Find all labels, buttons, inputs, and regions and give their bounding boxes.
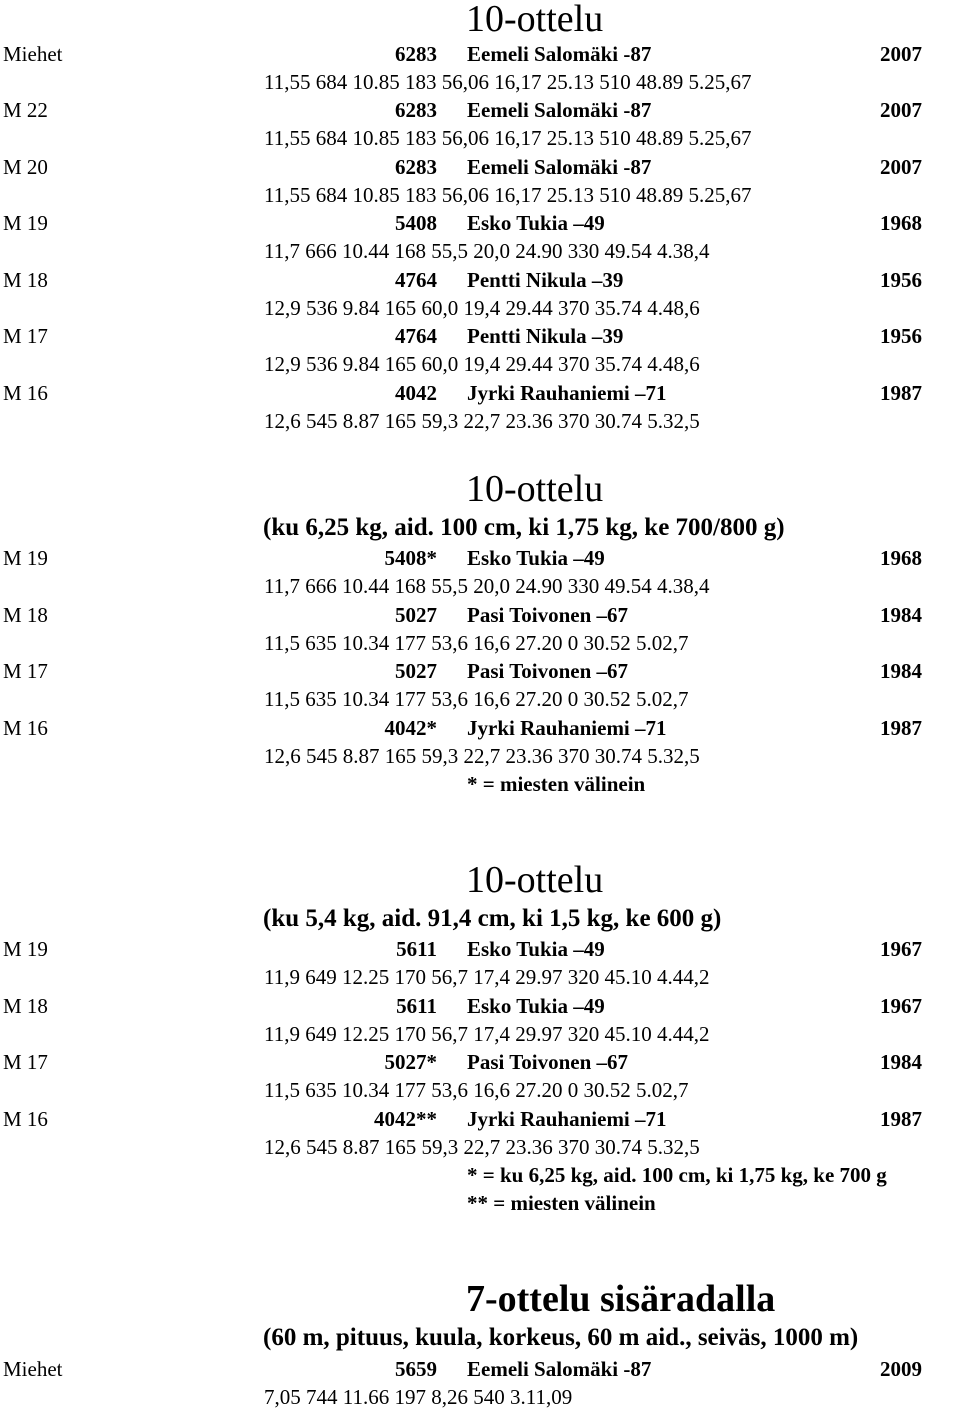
footnote: * = ku 6,25 kg, aid. 100 cm, ki 1,75 kg, ke 700 g (467, 1163, 887, 1187)
record-athlete: Esko Tukia –49 (467, 211, 605, 235)
record-row (0, 1106, 960, 1162)
record-category: Miehet (3, 1357, 63, 1381)
record-athlete: Esko Tukia –49 (467, 546, 605, 570)
record-athlete: Jyrki Rauhaniemi –71 (467, 1107, 667, 1131)
record-points: 5408* (384, 546, 437, 570)
record-athlete: Pentti Nikula –39 (467, 268, 624, 292)
record-details: 12,6 545 8.87 165 59,3 22,7 23.36 370 30.74 5.32,5 (264, 409, 700, 433)
record-athlete: Esko Tukia –49 (467, 937, 605, 961)
record-year: 1967 (880, 937, 922, 961)
record-category: M 16 (3, 381, 48, 405)
record-details: 11,7 666 10.44 168 55,5 20,0 24.90 330 49.54 4.38,4 (264, 574, 710, 598)
record-athlete: Eemeli Salomäki -87 (467, 1357, 652, 1381)
record-year: 1984 (880, 603, 922, 627)
footnote: ** = miesten välinein (467, 1191, 656, 1215)
record-points: 4042* (384, 716, 437, 740)
record-category: M 17 (3, 1050, 48, 1074)
record-year: 2007 (880, 98, 922, 122)
record-category: M 16 (3, 1107, 48, 1131)
record-athlete: Pasi Toivonen –67 (467, 1050, 629, 1074)
record-athlete: Eemeli Salomäki -87 (467, 42, 652, 66)
record-category: Miehet (3, 42, 63, 66)
record-athlete: Esko Tukia –49 (467, 994, 605, 1018)
record-category: M 16 (3, 716, 48, 740)
record-row (0, 715, 960, 771)
record-points: 5408 (395, 211, 437, 235)
record-details: 11,5 635 10.34 177 53,6 16,6 27.20 0 30.52 5.02,7 (264, 687, 689, 711)
record-athlete: Jyrki Rauhaniemi –71 (467, 716, 667, 740)
record-year: 1984 (880, 1050, 922, 1074)
record-category: M 17 (3, 324, 48, 348)
section-title: 10-ottelu (466, 468, 604, 510)
record-details: 12,6 545 8.87 165 59,3 22,7 23.36 370 30.74 5.32,5 (264, 744, 700, 768)
record-athlete: Pasi Toivonen –67 (467, 603, 629, 627)
record-year: 2007 (880, 42, 922, 66)
record-row (0, 602, 960, 658)
record-points: 5659 (395, 1357, 437, 1381)
footnote: * = miesten välinein (467, 772, 646, 796)
record-athlete: Pasi Toivonen –67 (467, 659, 629, 683)
record-year: 1968 (880, 546, 922, 570)
record-category: M 19 (3, 211, 48, 235)
record-row (0, 267, 960, 323)
record-category: M 19 (3, 937, 48, 961)
record-details: 11,5 635 10.34 177 53,6 16,6 27.20 0 30.52 5.02,7 (264, 1078, 689, 1102)
record-category: M 17 (3, 659, 48, 683)
record-row (0, 1049, 960, 1105)
record-row (0, 1356, 960, 1412)
record-points: 6283 (395, 42, 437, 66)
section-title: 7-ottelu sisäradalla (466, 1278, 776, 1320)
record-details: 12,6 545 8.87 165 59,3 22,7 23.36 370 30.74 5.32,5 (264, 1135, 700, 1159)
record-category: M 20 (3, 155, 48, 179)
record-year: 1984 (880, 659, 922, 683)
record-points: 5611 (396, 994, 437, 1018)
record-details: 12,9 536 9.84 165 60,0 19,4 29.44 370 35.74 4.48,6 (264, 352, 700, 376)
record-points: 5027 (395, 659, 437, 683)
record-row (0, 658, 960, 714)
record-category: M 18 (3, 994, 48, 1018)
record-year: 2009 (880, 1357, 922, 1381)
section-title: 10-ottelu (466, 859, 604, 901)
record-details: 11,55 684 10.85 183 56,06 16,17 25.13 510 48.89 5.25,67 (264, 70, 752, 94)
record-points: 4042** (374, 1107, 437, 1131)
record-details: 11,9 649 12.25 170 56,7 17,4 29.97 320 45.10 4.44,2 (264, 965, 710, 989)
record-year: 1956 (880, 324, 922, 348)
record-points: 6283 (395, 98, 437, 122)
record-points: 5027* (384, 1050, 437, 1074)
record-row (0, 323, 960, 379)
record-category: M 22 (3, 98, 48, 122)
section-title: 10-ottelu (466, 0, 604, 40)
section-subtitle: (ku 6,25 kg, aid. 100 cm, ki 1,75 kg, ke 700/800 g) (263, 514, 785, 541)
record-row (0, 993, 960, 1049)
record-points: 4042 (395, 381, 437, 405)
record-row (0, 97, 960, 153)
record-points: 4764 (395, 324, 437, 348)
record-athlete: Eemeli Salomäki -87 (467, 155, 652, 179)
record-details: 11,7 666 10.44 168 55,5 20,0 24.90 330 49.54 4.38,4 (264, 239, 710, 263)
record-details: 7,05 744 11.66 197 8,26 540 3.11,09 (264, 1385, 573, 1409)
record-athlete: Jyrki Rauhaniemi –71 (467, 381, 667, 405)
record-category: M 19 (3, 546, 48, 570)
record-details: 11,9 649 12.25 170 56,7 17,4 29.97 320 45.10 4.44,2 (264, 1022, 710, 1046)
record-row (0, 936, 960, 992)
record-athlete: Pentti Nikula –39 (467, 324, 624, 348)
record-points: 4764 (395, 268, 437, 292)
record-year: 1987 (880, 1107, 922, 1131)
record-row (0, 154, 960, 210)
record-details: 11,55 684 10.85 183 56,06 16,17 25.13 510 48.89 5.25,67 (264, 126, 752, 150)
record-row (0, 210, 960, 266)
record-row (0, 41, 960, 97)
record-year: 1956 (880, 268, 922, 292)
record-row (0, 545, 960, 601)
record-details: 12,9 536 9.84 165 60,0 19,4 29.44 370 35.74 4.48,6 (264, 296, 700, 320)
record-year: 1987 (880, 381, 922, 405)
record-year: 1967 (880, 994, 922, 1018)
record-points: 6283 (395, 155, 437, 179)
record-details: 11,5 635 10.34 177 53,6 16,6 27.20 0 30.52 5.02,7 (264, 631, 689, 655)
record-year: 1968 (880, 211, 922, 235)
record-details: 11,55 684 10.85 183 56,06 16,17 25.13 510 48.89 5.25,67 (264, 183, 752, 207)
record-year: 1987 (880, 716, 922, 740)
section-subtitle: (60 m, pituus, kuula, korkeus, 60 m aid., seiväs, 1000 m) (263, 1324, 859, 1351)
record-category: M 18 (3, 268, 48, 292)
section-subtitle: (ku 5,4 kg, aid. 91,4 cm, ki 1,5 kg, ke 600 g) (263, 905, 722, 932)
record-row (0, 380, 960, 436)
record-category: M 18 (3, 603, 48, 627)
record-athlete: Eemeli Salomäki -87 (467, 98, 652, 122)
record-points: 5611 (396, 937, 437, 961)
record-year: 2007 (880, 155, 922, 179)
record-points: 5027 (395, 603, 437, 627)
